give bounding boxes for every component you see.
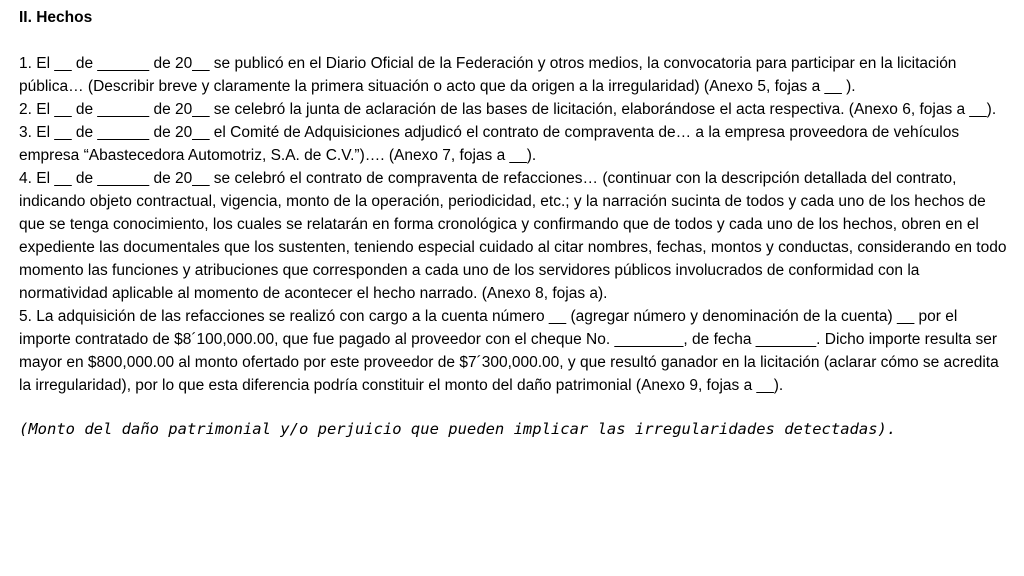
paragraph-hecho-3: 3. El __ de ______ de 20__ el Comité de Adquisiciones adjudicó el contrato de compraventa de… a la empresa proveedora de vehículos empresa “Abastecedora Automotriz, S.A. de C.V.”)…. (Anexo 7, fojas a __).	[19, 124, 960, 164]
paragraph-hecho-5: 5. La adquisición de las refacciones se realizó con cargo a la cuenta número __ (agregar número y denominación de la cuenta) __ por el importe contratado de $8´100,000.00, que fue pagado al proveedor con el cheque No. ________, de fecha _______. Dicho importe resulta ser mayor en $800,000.00 al monto ofertado por este proveedor de $7´300,000.00, y que resultó ganador en la licitación (aclarar cómo se acredita la irregularidad), por lo que esta diferencia podría constituir el monto del daño patrimonial (Anexo 9, fojas a __).	[19, 308, 999, 394]
paragraph-hecho-4: 4. El __ de ______ de 20__ se celebró el contrato de compraventa de refacciones… (continuar con la descripción detallada del contrato, indicando objeto contractual, vigencia, monto de la operación, periodicidad, etc.; y la narración sucinta de todos y cada uno de los hechos de que se tenga conocimiento, los cuales se relatarán en forma cronológica y confirmando que de todos y cada uno de los hechos, obren en el expediente las documentales que los sustenten, teniendo especial cuidado al citar nombres, fechas, montos y conductas, considerando en todo momento las funciones y atribuciones que corresponden a cada uno de los servidores públicos involucrados de conformidad con la normatividad aplicable al momento de acontecer el hecho narrado. (Anexo 8, fojas a).	[19, 170, 1007, 302]
paragraph-hecho-2: 2. El __ de ______ de 20__ se celebró la junta de aclaración de las bases de licitación, elaborándose el acta respectiva. (Anexo 6, fojas a __).	[19, 101, 997, 118]
document-slide	[19, 6, 1009, 441]
damage-note: (Monto del daño patrimonial y/o perjuicio que pueden implicar las irregularidades detectadas).	[19, 420, 897, 438]
blank-line	[19, 29, 1009, 52]
section-heading: II. Hechos	[19, 9, 93, 26]
paragraph-gap	[19, 397, 1009, 417]
paragraph-hecho-1: 1. El __ de ______ de 20__ se publicó en el Diario Oficial de la Federación y otros medios, la convocatoria para participar en la licitación pública… (Describir breve y claramente la primera situación o acto que da origen a la irregularidad) (Anexo 5, fojas a __ ).	[19, 55, 957, 95]
